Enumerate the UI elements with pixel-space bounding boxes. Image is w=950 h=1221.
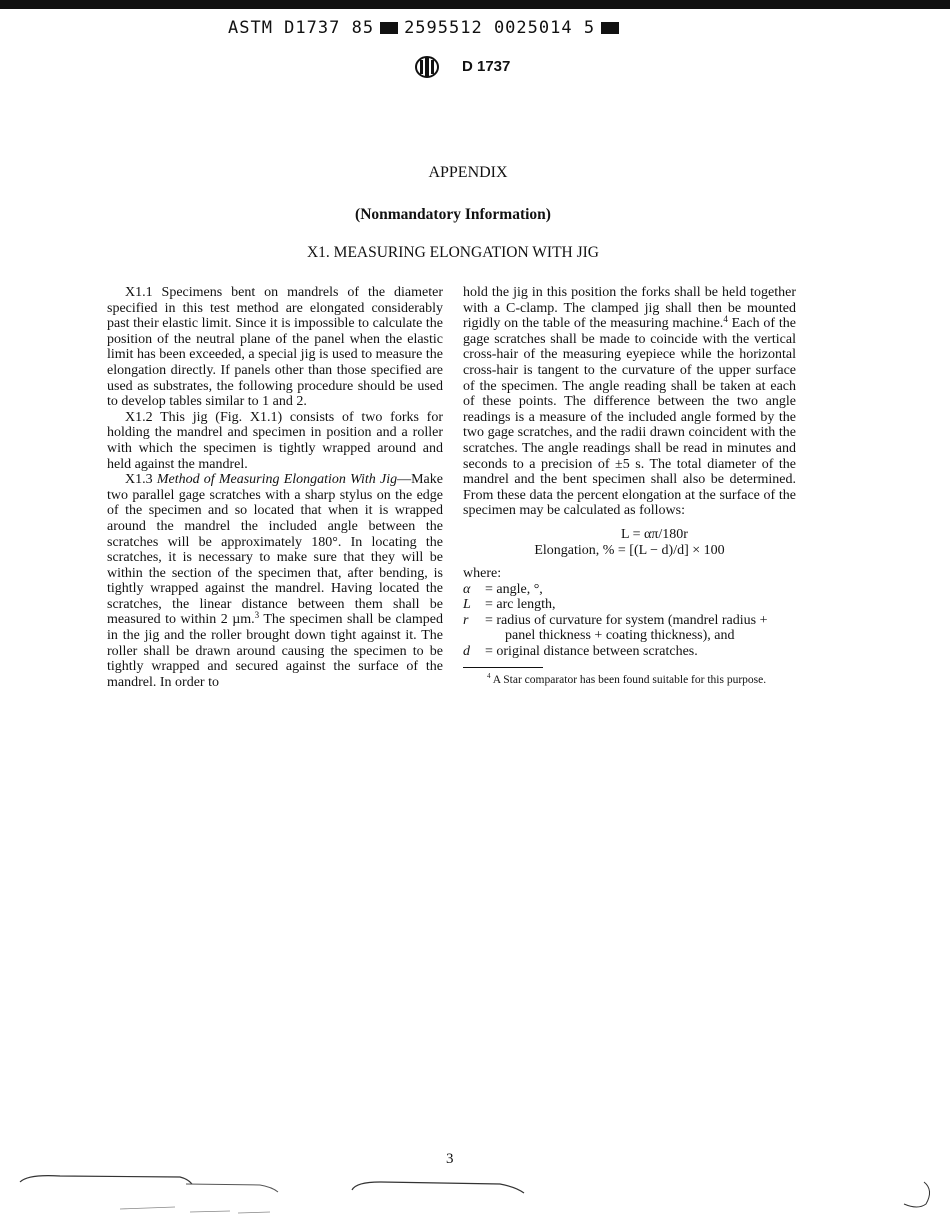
paragraph-x1-2: X1.2 This jig (Fig. X1.1) consists of two forks for holding the mandrel and specimen in position and a roller with which the specimen is tightly wrapped around and held against the mandrel. xyxy=(107,409,443,472)
equation-arc-length: L = απ/180r xyxy=(621,526,688,542)
nonmandatory-label: (Nonmandatory Information) xyxy=(355,206,551,223)
footnote-ref-3: 3 xyxy=(254,610,260,621)
definition-text: = radius of curvature for system (mandrel radius + xyxy=(485,612,768,628)
definition-symbol: r xyxy=(463,612,469,628)
paragraph-continued-b: Each of the gage scratches shall be made to coincide with the vertical cross-hair of the measuring eyepiece while the horizontal cross-hair is tangent to the curvature of the upper surface of the specimen. The angle reading shall be taken at each of these points. The difference between the two angle readings is a measure of the included angle formed by the two gage scratches, and the radii drawn coincident with the scratches. The angle readings shall be read in minutes and seconds to a precision of ±5 s. The total diameter of the mandrel and the bent specimen shall also be determined. From these data the percent elongation at the surface of the specimen may be calculated as follows: xyxy=(463,316,796,519)
equation-elongation: Elongation, % = [(L − d)/d] × 100 xyxy=(534,542,725,558)
footnote-marker: 4 xyxy=(487,671,491,680)
definition-text-continued: panel thickness + coating thickness), and xyxy=(505,628,735,644)
left-column xyxy=(107,285,443,690)
footnote-text: A Star comparator has been found suitable for this purpose. xyxy=(490,673,767,686)
paragraph-continued-a: hold the jig in this position the forks shall be held together with a C-clamp. The clamped jig shall then be mounted rigidly on the table of the measuring machine. xyxy=(463,285,796,332)
barcode-left: ASTM D1737 85 xyxy=(228,18,375,38)
paragraph-x1-3 xyxy=(107,472,443,690)
definition-text: = angle, °, xyxy=(485,581,543,597)
footnote-4 xyxy=(463,673,796,687)
definition-text: = arc length, xyxy=(485,597,556,613)
paragraph-x1-3-body-a: Make two parallel gage scratches with a sharp stylus on the edge of the specimen and so located that when it is wrapped around the mandrel the included angle between the scratches will be approximately 180°. In locating the scratches, it is necessary to make sure that they will be within the section of the specimen that, after bending, is tightly wrapped against the mandrel. Having located the scratches, the linear distance between them shall be measured to within 2 µm. xyxy=(107,472,443,628)
definition-text: = original distance between scratches. xyxy=(485,644,698,660)
barcode-block-2 xyxy=(601,22,619,34)
top-rule xyxy=(0,0,950,9)
paragraph-x1-1: X1.1 Specimens bent on mandrels of the diameter specified in this test method are elongated considerably past their elastic limit. Since it is impossible to calculate the position of the neutral plane of the panel when the elastic limit has been exceeded, a special jig is used to measure the elongation directly. If panels other than those specified are used as substrates, the following procedure should be used to develop tables similar to 1 and 2. xyxy=(107,285,443,410)
definition-L xyxy=(463,597,796,613)
page-header xyxy=(414,56,534,80)
where-label: where: xyxy=(463,566,502,582)
footnote-rule xyxy=(463,667,543,668)
definition-symbol: d xyxy=(463,644,470,660)
paragraph-x1-3-heading: Method of Measuring Elongation With Jig xyxy=(156,472,398,488)
barcode-block-1 xyxy=(380,22,398,34)
definition-alpha xyxy=(463,582,796,598)
definition-symbol: L xyxy=(463,597,471,613)
definition-symbol: α xyxy=(463,581,471,597)
astm-logo-icon xyxy=(414,56,440,78)
paragraph-continued xyxy=(463,285,796,519)
appendix-title: APPENDIX xyxy=(428,164,508,181)
header-barcode-line xyxy=(228,18,648,38)
right-column xyxy=(463,285,796,687)
section-title: X1. MEASURING ELONGATION WITH JIG xyxy=(306,244,600,261)
page-number: 3 xyxy=(446,1151,454,1167)
paragraph-x1-3-lead: X1.3 xyxy=(125,472,157,488)
designation: D 1737 xyxy=(462,58,511,75)
barcode-mid: 2595512 0025014 5 xyxy=(404,18,596,38)
footnote-ref-4: 4 xyxy=(723,314,728,325)
paragraph-x1-3-dash: — xyxy=(397,472,412,488)
definition-d xyxy=(463,644,796,660)
paragraph-x1-3-body-b: The specimen shall be clamped in the jig and the roller brought down tight against it. The roller shall be drawn around causing the specimen to be tightly wrapped and secured against the surface of the mandrel. In order to xyxy=(107,612,443,690)
scan-artifacts xyxy=(0,1160,950,1221)
definition-r xyxy=(463,613,796,644)
